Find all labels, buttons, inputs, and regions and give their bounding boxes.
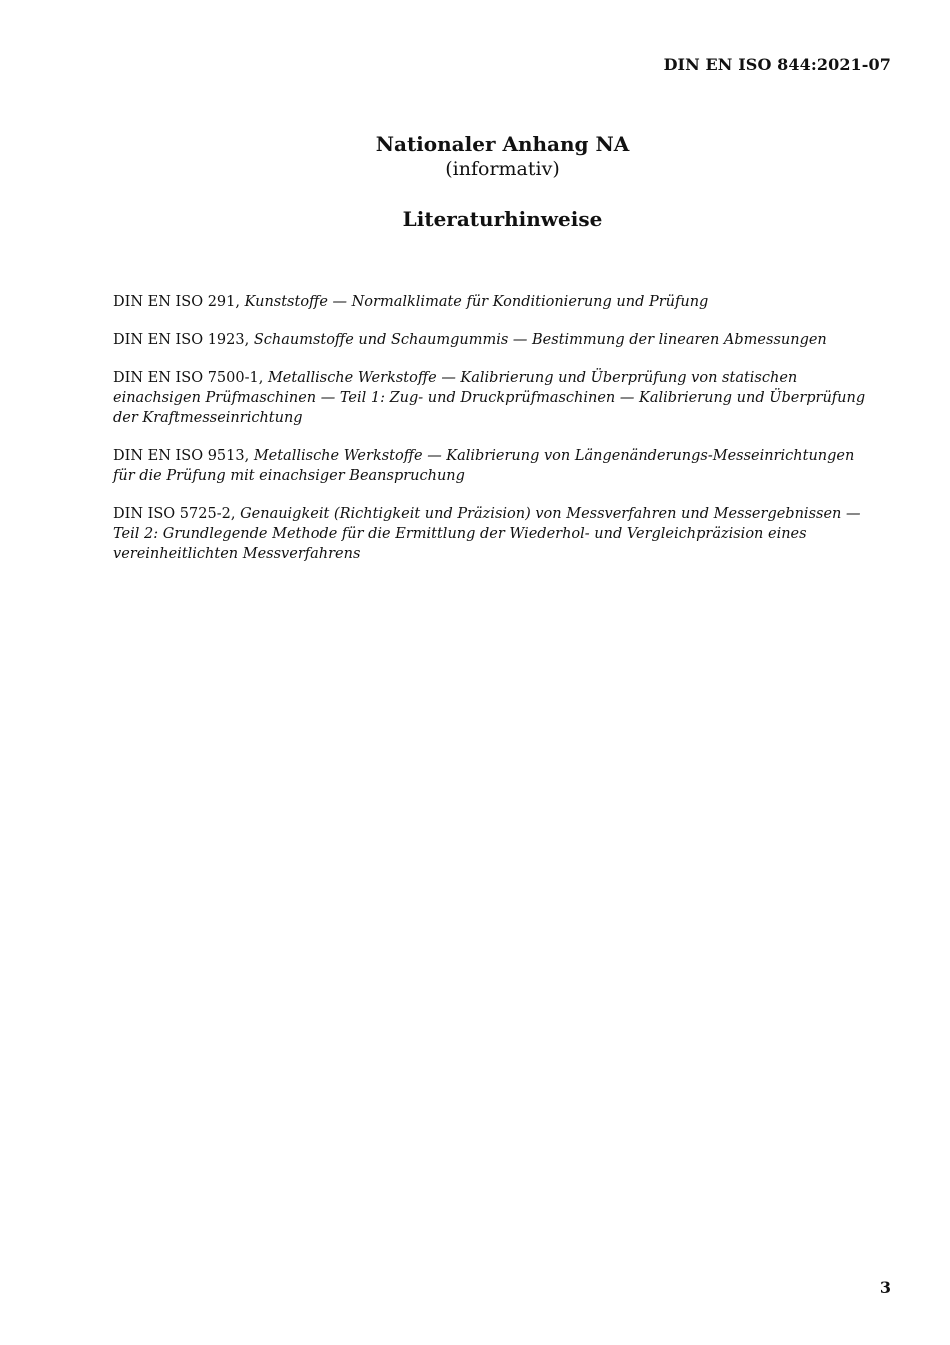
reference-entry xyxy=(113,446,873,486)
page-number: 3 xyxy=(879,1278,891,1297)
reference-title: Metallische Werkstoffe — Kalibrierung von Längenänderungs-Messeinrichtungen für die Prüfung mit einachsiger Beanspruchung xyxy=(113,448,855,484)
annex-header xyxy=(0,131,950,181)
reference-list xyxy=(113,292,873,582)
reference-entry xyxy=(113,368,873,428)
reference-designation: DIN EN ISO 7500-1, xyxy=(113,370,264,386)
section-title: Literaturhinweise xyxy=(402,207,603,231)
reference-entry xyxy=(113,330,873,350)
document-id: DIN EN ISO 844:2021-07 xyxy=(663,55,891,74)
reference-designation: DIN ISO 5725-2, xyxy=(113,506,236,522)
reference-title: Genauigkeit (Richtigkeit und Präzision) von Messverfahren und Messergebnissen — Teil 2: Grundlegende Methode für die Ermittlung der Wiederhol- und Vergleichpräzision eines vereinheitlichten Messverfahrens xyxy=(113,506,861,562)
reference-title: Kunststoffe — Normalklimate für Konditionierung und Prüfung xyxy=(244,294,709,310)
reference-title: Schaumstoffe und Schaumgummis — Bestimmung der linearen Abmessungen xyxy=(253,332,827,348)
reference-designation: DIN EN ISO 9513, xyxy=(113,448,250,464)
reference-designation: DIN EN ISO 291, xyxy=(113,294,240,310)
reference-entry xyxy=(113,504,873,564)
reference-designation: DIN EN ISO 1923, xyxy=(113,332,250,348)
annex-title: Nationaler Anhang NA xyxy=(375,132,630,156)
reference-title: Metallische Werkstoffe — Kalibrierung und Überprüfung von statischen einachsigen Prüfmaschinen — Teil 1: Zug- und Druckprüfmaschinen — Kalibrierung und Überprüfung der Kraftmesseinrichtung xyxy=(113,370,866,426)
annex-subtitle: (informativ) xyxy=(445,158,560,180)
reference-entry xyxy=(113,292,873,312)
